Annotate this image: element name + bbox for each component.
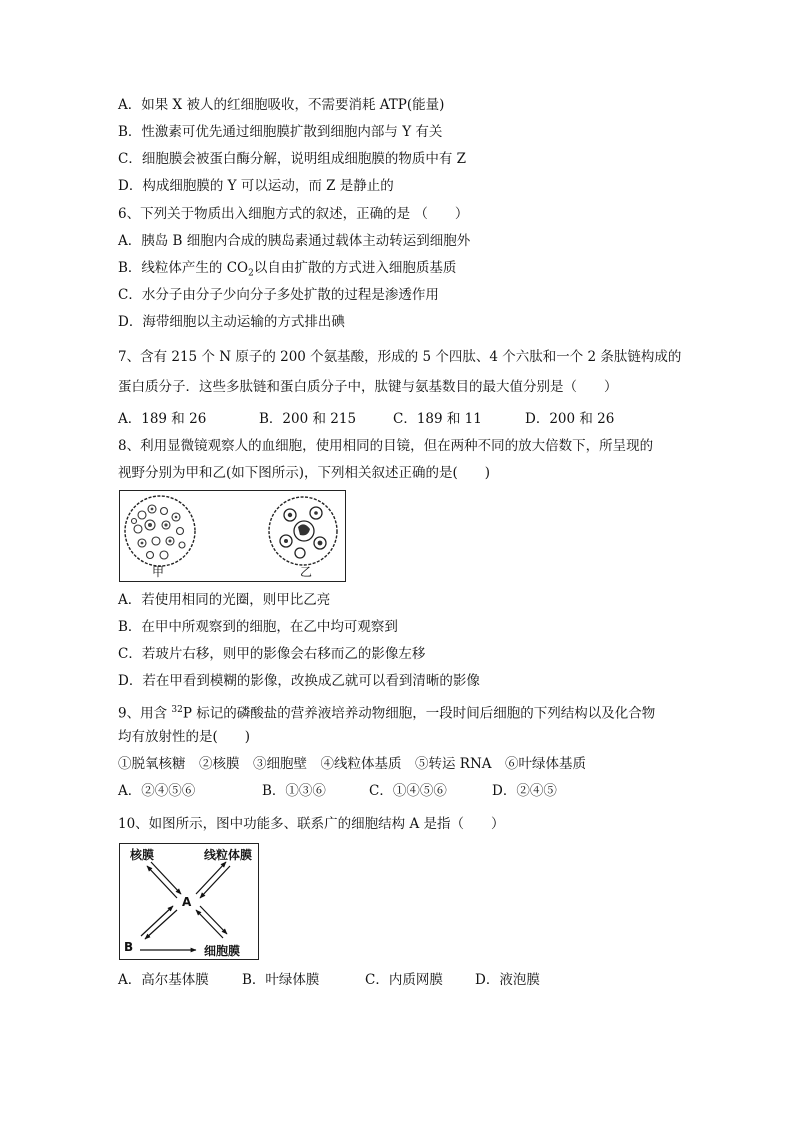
figure-label-jia: 甲	[152, 565, 165, 579]
q7-option-b: B．200 和 215	[259, 411, 357, 427]
q8-stem-line1: 8、利用显微镜观察人的血细胞，使用相同的目镜，但在两种不同的放大倍数下，所呈现的	[118, 438, 654, 454]
q6-option-a: A．胰岛 B 细胞内合成的胰岛素通过载体主动转运到细胞外	[118, 233, 471, 249]
label-structure-a: A	[182, 895, 192, 909]
q9-option-d: D．②④⑤	[492, 783, 557, 799]
q8-option-a: A．若使用相同的光圈，则甲比乙亮	[118, 592, 331, 608]
q8-option-b: B．在甲中所观察到的细胞，在乙中均可观察到	[118, 619, 398, 635]
q8-option-d: D．若在甲看到模糊的影像，改换成乙就可以看到清晰的影像	[118, 673, 480, 689]
q10-option-b: B．叶绿体膜	[242, 972, 320, 988]
q5-option-d: D．构成细胞膜的 Y 可以运动，而 Z 是静止的	[118, 178, 394, 194]
q6-option-b: B．线粒体产生的 $CO_2$以自由扩散的方式进入细胞质基质	[118, 260, 457, 279]
q8-option-c: C．若玻片右移，则甲的影像会右移而乙的影像左移	[118, 646, 426, 662]
q10-option-d: D．液泡膜	[475, 972, 540, 988]
microscope-figure	[119, 490, 346, 582]
q9-option-a: A．②④⑤⑥	[118, 783, 196, 799]
q10-option-a: A．高尔基体膜	[118, 972, 209, 988]
q5-option-a: A．如果 X 被人的红细胞吸收，不需要消耗 ATP(能量)	[118, 97, 445, 113]
q9-option-b: B．①③⑥	[262, 783, 326, 799]
q6-stem: 6、下列关于物质出入细胞方式的叙述，正确的是 （ ）	[118, 206, 469, 222]
q10-option-c: C．内质网膜	[365, 972, 443, 988]
q8-stem-line2: 视野分别为甲和乙(如下图所示)，下列相关叙述正确的是( )	[118, 465, 491, 481]
q9-stem-line1: 9、用含 $^{32}$P 标记的磷酸盐的营养液培养动物细胞，一段时间后细胞的下列结构以及化合物	[118, 705, 656, 722]
q9-stem-line2: 均有放射性的是( )	[118, 729, 251, 745]
q7-stem-line1: 7、含有 215 个 N 原子的 200 个氨基酸，形成的 5 个四肽、4 个六肽和一个 2 条肽链构成的	[118, 349, 682, 365]
q7-option-d: D．200 和 26	[525, 411, 615, 427]
figure-label-yi: 乙	[300, 565, 313, 579]
label-structure-b: B	[124, 940, 134, 954]
q7-stem-line2: 蛋白质分子．这些多肽链和蛋白质分子中，肽键与氨基数目的最大值分别是（ ）	[118, 379, 618, 395]
q9-option-c: C．①④⑤⑥	[369, 783, 447, 799]
q7-option-a: A．189 和 26	[118, 411, 207, 427]
membrane-system-diagram	[119, 843, 259, 960]
label-nuclear-membrane: 核膜	[130, 848, 155, 862]
q10-stem: 10、如图所示，图中功能多、联系广的细胞结构 A 是指（ ）	[118, 816, 505, 832]
label-cell-membrane: 细胞膜	[204, 944, 241, 958]
q5-option-c: C．细胞膜会被蛋白酶分解，说明组成细胞膜的物质中有 Z	[118, 151, 466, 167]
q5-option-b: B．性激素可优先通过细胞膜扩散到细胞内部与 Y 有关	[118, 124, 443, 140]
q9-items: ①脱氧核糖 ②核膜 ③细胞壁 ④线粒体基质 ⑤转运 RNA ⑥叶绿体基质	[118, 756, 587, 772]
q6-option-d: D．海带细胞以主动运输的方式排出碘	[118, 314, 345, 330]
q6-option-c: C．水分子由分子少向分子多处扩散的过程是渗透作用	[118, 287, 439, 303]
q7-option-c: C．189 和 11	[393, 411, 482, 427]
label-mitochondrial-membrane: 线粒体膜	[204, 848, 253, 862]
